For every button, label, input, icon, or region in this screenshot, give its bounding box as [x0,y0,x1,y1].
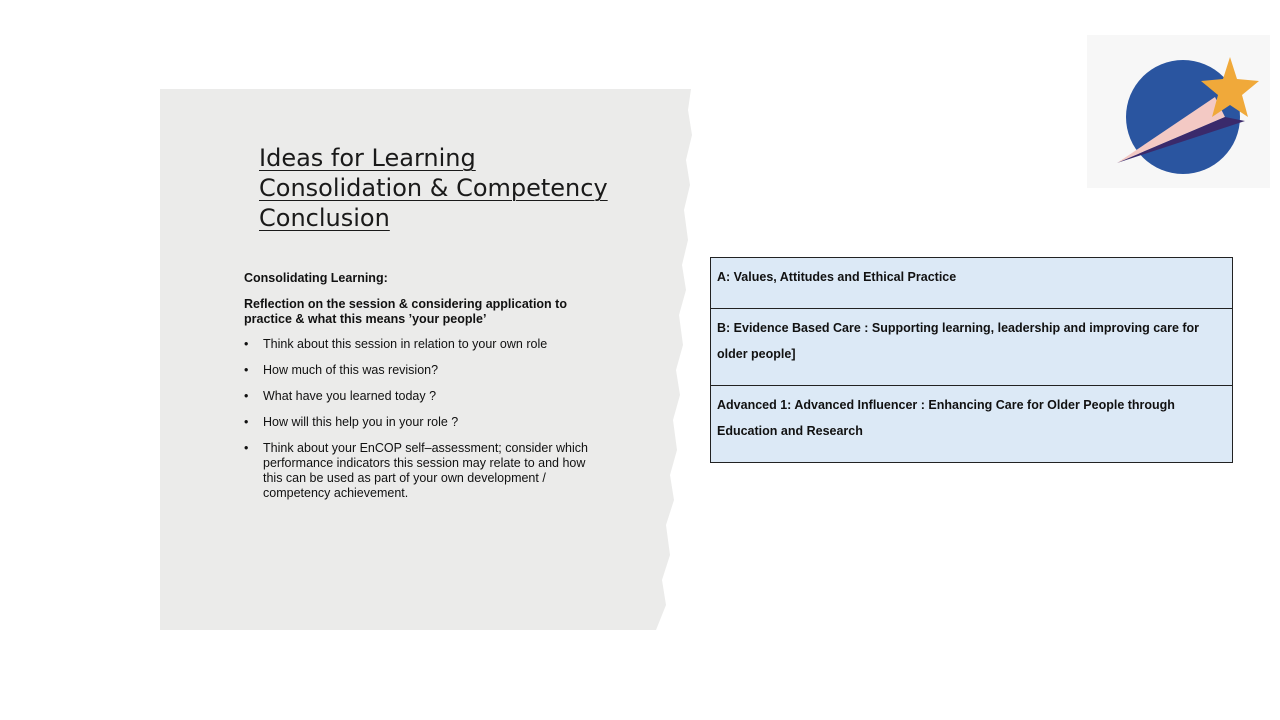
competency-cell: Advanced 1: Advanced Influencer : Enhancing Care for Older People through Education and Research [711,386,1233,463]
bullet-icon: • [244,415,249,429]
table-row [711,386,1233,463]
bullet-icon: • [244,337,249,351]
competency-cell: B: Evidence Based Care : Supporting learning, leadership and improving care for older people] [711,309,1233,386]
competency-table [710,257,1233,463]
list-item-text: What have you learned today ? [263,389,437,403]
competency-cell: A: Values, Attitudes and Ethical Practice [711,258,1233,309]
list-item [244,337,604,352]
list-item-text: Think about this session in relation to your own role [263,337,548,351]
table-row [711,258,1233,309]
logo-container [1087,35,1270,188]
shooting-star-logo-icon [1087,35,1270,188]
list-item [244,363,604,378]
consolidation-content [244,270,604,512]
slide-title: Ideas for Learning Consolidation & Competency Conclusion [259,144,608,232]
reflection-heading: Reflection on the session & considering application to practice & what this means ’your people’ [244,297,567,326]
table-row [711,309,1233,386]
bullet-list [244,337,604,501]
bullet-icon: • [244,389,249,403]
list-item-text: Think about your EnCOP self–assessment; consider which performance indicators this session may relate to and how this can be used as part of your own development / competency achievement. [263,441,588,500]
bullet-icon: • [244,441,249,455]
bullet-icon: • [244,363,249,377]
consolidating-heading: Consolidating Learning: [244,271,388,285]
list-item-text: How much of this was revision? [263,363,439,377]
list-item [244,415,604,430]
list-item-text: How will this help you in your role ? [263,415,459,429]
list-item [244,441,604,501]
list-item [244,389,604,404]
